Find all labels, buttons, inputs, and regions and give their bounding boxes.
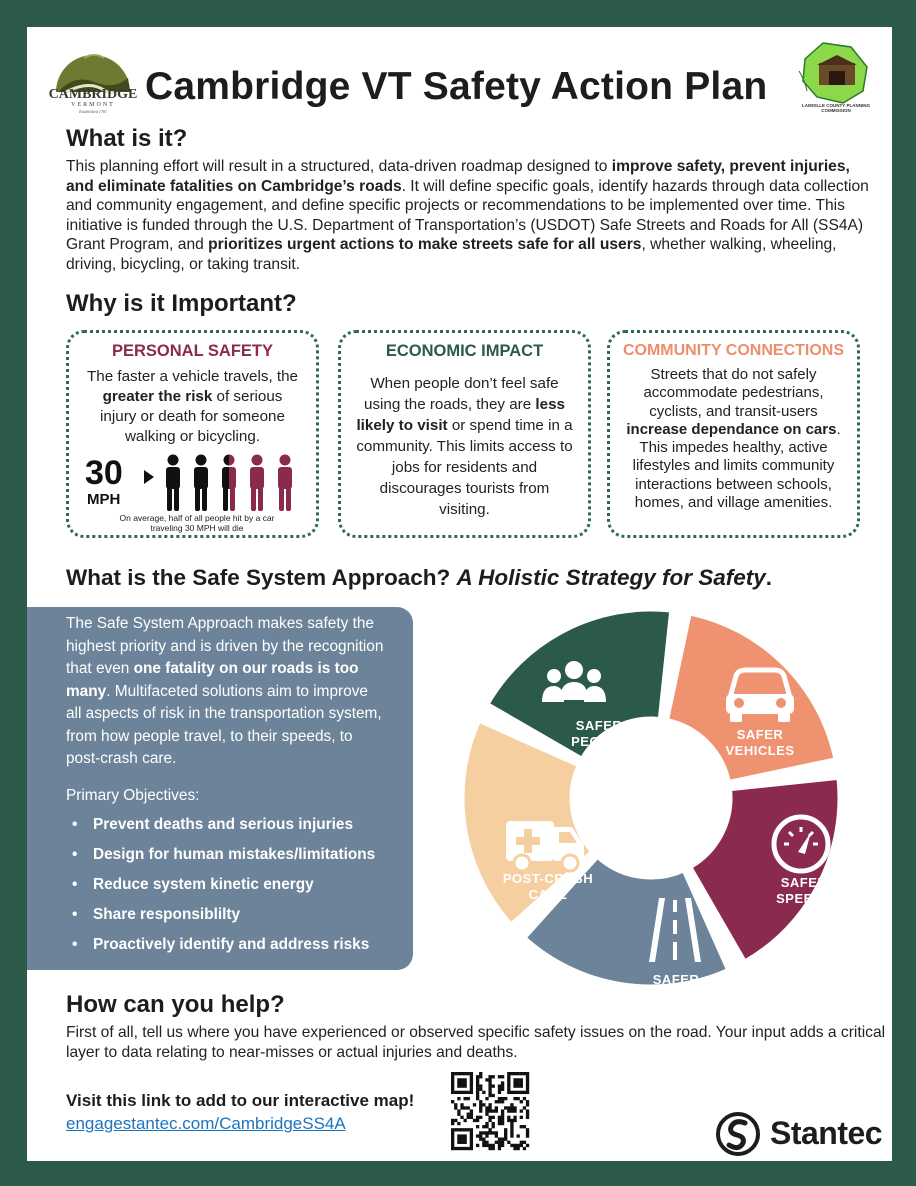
personal-safety-text: The faster a vehicle travels, the greater the risk of serious injury or death for someone walking or bicycling. (86, 368, 299, 445)
speed-value: 30 (85, 454, 123, 492)
objectives-list (66, 815, 375, 965)
community-connections-card (607, 330, 860, 538)
safe-system-wheel (446, 598, 846, 1003)
objectives-label: Primary Objectives: (66, 787, 200, 804)
page-title: Cambridge VT Safety Action Plan (145, 65, 768, 108)
wheel-label-safer-speeds-2: SPEEDS (776, 891, 832, 906)
lcpc-logo (795, 41, 877, 121)
community-connections-text: Streets that do not safely accommodate pedestrians, cyclists, and transit-users increase dependance on cars. This impedes healthy, active lifestyles and limits community interactions between schools, homes, and village amenities. (626, 366, 841, 512)
person-half-icon (222, 455, 236, 512)
wheel-label-safer-roads-2: ROADS (651, 988, 701, 1003)
wheel-label-safer-people-1: SAFER (575, 718, 623, 733)
objective-item: • Share responsiblilty (66, 905, 375, 935)
approach-heading: What is the Safe System Approach? A Holistic Strategy for Safety. (66, 565, 773, 590)
stantec-logo-icon (715, 1111, 761, 1157)
qr-code[interactable] (451, 1072, 529, 1150)
economic-impact-title: ECONOMIC IMPACT (385, 342, 544, 360)
community-connections-title: COMMUNITY CONNECTIONS (622, 342, 845, 359)
speed-unit: MPH (87, 491, 121, 508)
person-icon (250, 455, 264, 512)
map-link[interactable]: engagestantec.com/CambridgeSS4A (66, 1114, 346, 1133)
wheel-label-post-crash-2: CARE (528, 887, 568, 902)
person-icon (194, 455, 208, 512)
fatality-caption: On average, half of all people hit by a car traveling 30 MPH will die (119, 513, 275, 533)
personal-safety-title: PERSONAL SAFETY (111, 342, 274, 360)
wheel-label-safer-roads-1: SAFER (652, 972, 700, 987)
fatality-figures (163, 454, 303, 512)
person-icon (166, 455, 180, 512)
wheel-label-safer-vehicles-2: VEHICLES (725, 743, 795, 758)
stantec-brand: Stantec (770, 1115, 883, 1151)
lcpc-logo-name: LAMOILLE COUNTY PLANNING COMMISSION (802, 103, 870, 113)
person-icon (278, 455, 292, 512)
help-text: First of all, tell us where you have experienced or observed specific safety issues on the road. Your input adds a critical layer to data relating to near-misses or actual injuries and deaths. (66, 1024, 886, 1061)
approach-panel (27, 607, 413, 970)
wheel-label-safer-people-2: PEOPLE (571, 734, 627, 749)
what-heading: What is it? (66, 125, 188, 152)
approach-intro: The Safe System Approach makes safety the highest priority and is driven by the recognition that even one fatality on our roads is too many. Multifaceted solutions aim to improve all aspects of risk in the transportation system, from how people travel, to their speeds, to post-crash care. (66, 615, 384, 767)
objective-item: • Proactively identify and address risks (66, 935, 375, 965)
cambridge-logo-name: CAMBRIDGE (48, 87, 138, 102)
visit-text: Visit this link to add to our interactive map! (66, 1091, 415, 1110)
help-heading: How can you help? (66, 991, 285, 1018)
why-heading: Why is it Important? (66, 290, 297, 317)
cambridge-logo-sub: VERMONT (71, 102, 115, 108)
wheel-label-safer-speeds-1: SAFER (780, 875, 828, 890)
objective-item: • Prevent deaths and serious injuries (66, 815, 375, 845)
economic-impact-card (338, 330, 591, 538)
arrow-icon (144, 470, 154, 484)
wheel-label-safer-vehicles-1: SAFER (736, 727, 784, 742)
objective-item: • Reduce system kinetic energy (66, 875, 375, 905)
wheel-label-post-crash-1: POST-CRASH (502, 871, 594, 886)
cambridge-logo-tagline: Established 1781 (79, 109, 107, 114)
personal-safety-card (66, 330, 319, 538)
flyer-page (27, 27, 892, 1161)
objective-item: • Design for human mistakes/limitations (66, 845, 375, 875)
economic-impact-text: When people don’t feel safe using the roads, they are less likely to visit or spend time in a community. This limits access to jobs for residents and discourages tourists from visiting. (356, 375, 573, 518)
cambridge-logo (44, 44, 142, 114)
wheel-segment-safer-speeds (691, 778, 839, 960)
what-paragraph: This planning effort will result in a structured, data-driven roadmap designed to improve safety, prevent injuries, and eliminate fatalities on Cambridge’s roads. It will define specific goals, identify hazards through data collection and community engagement, and define specific projects or recommendations to be implemented over time. This initiative is funded through the U.S. Department of Transportation’s (USDOT) Safe Streets and Roads for All (SS4A) Grant Program, and prioritizes urgent actions to make streets safe for all users, whether walking, wheeling, driving, bicycling, or taking transit. (66, 158, 869, 273)
